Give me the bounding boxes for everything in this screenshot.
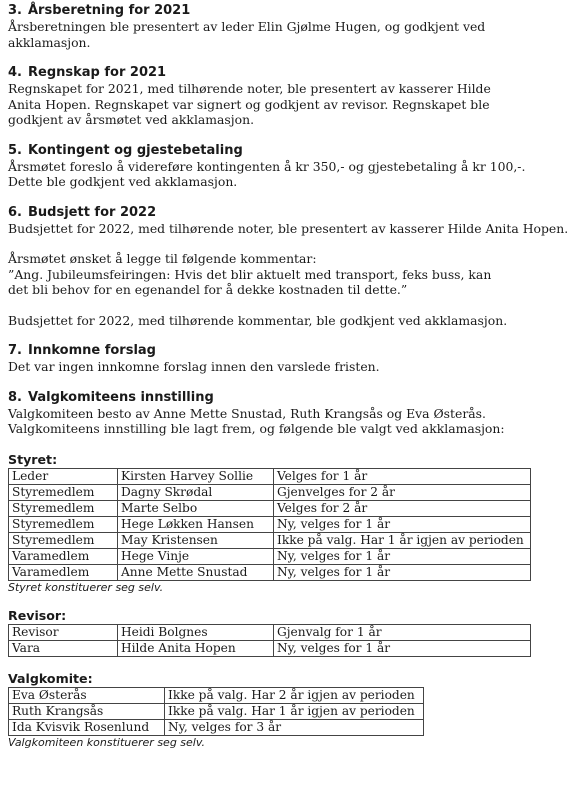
valgkomite-block	[8, 671, 563, 749]
paragraph: Valgkomiteen besto av Anne Mette Snustad, Ruth Krangsås og Eva Østerås.	[8, 405, 486, 421]
status-cell: Ny, velges for 1 år	[274, 640, 531, 656]
styret-block	[8, 452, 563, 594]
status-cell: Ny, velges for 1 år	[274, 564, 531, 580]
quoted-comment: ”Ang. Jubileumsfeiringen: Hvis det blir aktuelt med transport, feks buss, kan det bli behov for en egenandel for å dekke kostnaden til dette.”	[8, 266, 492, 297]
status-cell: Gjenvelges for 2 år	[274, 484, 531, 500]
valgkomite-table	[8, 687, 424, 736]
table-row	[9, 484, 531, 500]
section-3	[8, 2, 563, 50]
section-number: 5.	[8, 142, 22, 158]
section-number: 6.	[8, 204, 22, 220]
paragraph: Valgkomiteens innstilling ble lagt frem, og følgende ble valgt ved akklamasjon:	[8, 421, 505, 436]
paragraph: Regnskapet for 2021, med tilhørende noter, ble presentert av kasserer Hilde Anita Hopen. Regnskapet var signert og godkjent av revisor. Regnskapet ble godkjent av årsmøtet ved akklamasjon.	[8, 81, 491, 127]
role-cell: Styremedlem	[9, 532, 118, 548]
name-cell: Marte Selbo	[118, 500, 274, 516]
paragraph: Årsmøtet foreslo å videreføre kontingenten å kr 350,- og gjestebetaling å kr 100,-. Dette ble godkjent ved akklamasjon.	[8, 158, 526, 189]
styret-table	[8, 468, 531, 581]
revisor-table	[8, 624, 531, 657]
section-title: Regnskap for 2021	[28, 65, 167, 80]
section-heading	[8, 204, 563, 221]
table-row	[9, 500, 531, 516]
table-row	[9, 516, 531, 532]
styret-note: Styret konstituerer seg selv.	[8, 580, 164, 594]
role-cell: Revisor	[9, 624, 118, 640]
section-title: Årsberetning for 2021	[28, 3, 191, 18]
table-row	[9, 548, 531, 564]
status-cell: Ny, velges for 3 år	[165, 719, 424, 735]
section-number: 4.	[8, 65, 22, 80]
paragraph: Det var ingen innkomne forslag innen den varslede fristen.	[8, 359, 380, 374]
name-cell: Kirsten Harvey Sollie	[118, 468, 274, 484]
status-cell: Gjenvalg for 1 år	[274, 624, 531, 640]
status-cell: Ny, velges for 1 år	[274, 516, 531, 532]
name-cell: Ida Kvisvik Rosenlund	[9, 719, 165, 735]
section-number: 7.	[8, 343, 22, 358]
table-row	[9, 703, 424, 719]
paragraph: Årsmøtet ønsket å legge til følgende kommentar:	[8, 251, 317, 266]
section-title: Budsjett for 2022	[28, 204, 157, 220]
status-cell: Velges for 1 år	[274, 468, 531, 484]
table-row	[9, 719, 424, 735]
section-4	[8, 64, 563, 128]
section-6	[8, 204, 569, 329]
status-cell: Ny, velges for 1 år	[274, 548, 531, 564]
name-cell: Hilde Anita Hopen	[118, 640, 274, 656]
paragraph: Budsjettet for 2022, med tilhørende noter, ble presentert av kasserer Hilde Anita Hopen.	[8, 220, 569, 236]
section-title: Innkomne forslag	[28, 343, 156, 358]
paragraph: Budsjettet for 2022, med tilhørende kommentar, ble godkjent ved akklamasjon.	[8, 312, 508, 328]
name-cell: Dagny Skrødal	[118, 484, 274, 500]
valgkomite-note: Valgkomiteen konstituerer seg selv.	[8, 735, 205, 749]
section-heading	[8, 389, 563, 406]
role-cell: Styremedlem	[9, 500, 118, 516]
paragraph: Årsberetningen ble presentert av leder Elin Gjølme Hugen, og godkjent ved akklamasjon.	[8, 19, 486, 50]
name-cell: Hege Vinje	[118, 548, 274, 564]
section-heading	[8, 142, 563, 159]
section-number: 8.	[8, 389, 22, 405]
revisor-block	[8, 608, 563, 657]
section-title: Valgkomiteens innstilling	[28, 389, 214, 405]
table-row	[9, 532, 531, 548]
section-8	[8, 389, 563, 437]
section-heading	[8, 2, 563, 19]
name-cell: May Kristensen	[118, 532, 274, 548]
section-title: Kontingent og gjestebetaling	[28, 142, 243, 158]
document-page	[8, 2, 569, 749]
table-row	[9, 564, 531, 580]
table-row	[9, 687, 424, 703]
status-cell: Ikke på valg. Har 2 år igjen av perioden	[165, 687, 424, 703]
name-cell: Eva Østerås	[9, 687, 165, 703]
name-cell: Hege Løkken Hansen	[118, 516, 274, 532]
revisor-heading: Revisor:	[8, 607, 67, 623]
role-cell: Varamedlem	[9, 548, 118, 564]
table-row	[9, 624, 531, 640]
status-cell: Ikke på valg. Har 1 år igjen av perioden	[274, 532, 531, 548]
valgkomite-heading: Valgkomite:	[8, 670, 93, 686]
table-row	[9, 468, 531, 484]
status-cell: Velges for 2 år	[274, 500, 531, 516]
role-cell: Leder	[9, 468, 118, 484]
name-cell: Heidi Bolgnes	[118, 624, 274, 640]
styret-heading: Styret:	[8, 451, 58, 467]
name-cell: Ruth Krangsås	[9, 703, 165, 719]
role-cell: Styremedlem	[9, 516, 118, 532]
name-cell: Anne Mette Snustad	[118, 564, 274, 580]
role-cell: Varamedlem	[9, 564, 118, 580]
role-cell: Vara	[9, 640, 118, 656]
section-5	[8, 142, 563, 190]
section-7	[8, 342, 563, 375]
section-heading	[8, 342, 563, 359]
status-cell: Ikke på valg. Har 1 år igjen av perioden	[165, 703, 424, 719]
table-row	[9, 640, 531, 656]
role-cell: Styremedlem	[9, 484, 118, 500]
section-heading	[8, 64, 563, 81]
section-number: 3.	[8, 3, 22, 18]
